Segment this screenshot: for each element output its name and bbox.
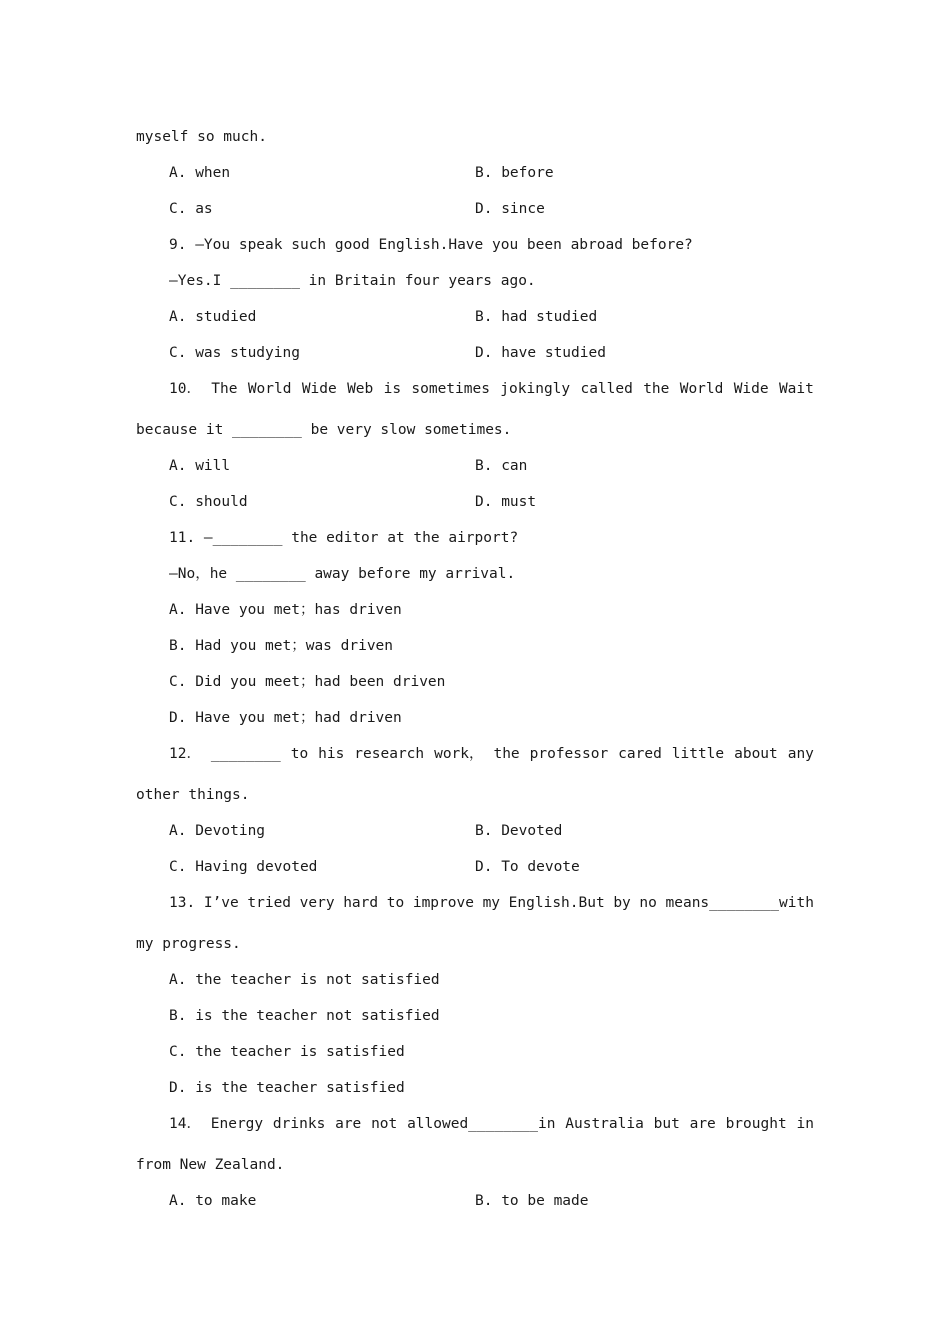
question-14-line-2: from New Zealand. [136, 1157, 285, 1173]
question-10-line-1 [169, 379, 814, 399]
question-10-line-2: because it ________ be very slow sometimes. [136, 422, 512, 438]
option-a: A. Have you met；has driven [169, 602, 402, 618]
option-b: B. Devoted [475, 823, 563, 839]
option-a: A. Devoting [169, 823, 266, 839]
question-11-prompt: 11. —________ the editor at the airport? [169, 530, 519, 546]
word: cared [618, 746, 662, 762]
option-a: A. to make [169, 1193, 257, 1209]
option-c: C. Having devoted [169, 859, 318, 875]
word: jokingly [500, 381, 571, 397]
word: not [371, 1116, 398, 1132]
word: the [493, 746, 520, 762]
word: Web [347, 381, 374, 397]
question-9-prompt: 9. —You speak such good English.Have you been abroad before? [169, 237, 693, 253]
word: sometimes [411, 381, 490, 397]
question-12-line-1 [169, 744, 814, 764]
word: ________ [210, 746, 281, 762]
word: is [383, 381, 402, 397]
option-b: B. had studied [475, 309, 598, 325]
option-b: B. can [475, 458, 528, 474]
word: Wide [733, 381, 769, 397]
word: improve [412, 895, 474, 911]
word: no [639, 895, 657, 911]
word: to [290, 746, 309, 762]
option-c: C. Did you meet；had been driven [169, 674, 446, 690]
word: his [318, 746, 345, 762]
option-b: B. Had you met；was driven [169, 638, 394, 654]
option-a: A. will [169, 458, 231, 474]
question-12-line-2: other things. [136, 787, 250, 803]
word: work， [434, 746, 484, 762]
word: about [734, 746, 778, 762]
word: tried [247, 895, 292, 911]
question-14-line-1 [169, 1114, 814, 1134]
word: The [211, 381, 238, 397]
word: my [482, 895, 501, 911]
option-b: B. before [475, 165, 554, 181]
question-11-reply: —No，he ________ away before my arrival. [169, 566, 516, 582]
word: hard [343, 895, 379, 911]
question-13-line-1 [169, 893, 814, 913]
option-c: C. the teacher is satisfied [169, 1044, 405, 1060]
word: brought [725, 1116, 787, 1132]
word: 13. [169, 895, 196, 911]
word: Wait [778, 381, 814, 397]
word: 14． [169, 1116, 201, 1132]
word: English.But [508, 895, 605, 911]
word: little [671, 746, 725, 762]
option-b: B. to be made [475, 1193, 589, 1209]
word: research [354, 746, 425, 762]
word: called [580, 381, 633, 397]
option-a: A. when [169, 165, 231, 181]
option-c: C. should [169, 494, 248, 510]
word: to [386, 895, 405, 911]
word: I’ve [203, 895, 239, 911]
option-d: D. since [475, 201, 545, 217]
word: drinks [272, 1116, 326, 1132]
word: professor [529, 746, 609, 762]
word: 12． [169, 746, 201, 762]
option-a: A. studied [169, 309, 257, 325]
word: any [787, 746, 814, 762]
word: are [689, 1116, 716, 1132]
word: Wide [301, 381, 337, 397]
word: World [679, 381, 724, 397]
word: but [653, 1116, 680, 1132]
word: Australia [565, 1116, 644, 1132]
word: Energy [210, 1116, 264, 1132]
question-9-reply: —Yes.I ________ in Britain four years ago. [169, 273, 536, 289]
option-c: C. was studying [169, 345, 300, 361]
word: are [335, 1116, 362, 1132]
option-a: A. the teacher is not satisfied [169, 972, 440, 988]
text-line: myself so much. [136, 129, 267, 145]
option-d: D. have studied [475, 345, 606, 361]
word: 10． [169, 381, 201, 397]
option-c: C. as [169, 201, 213, 217]
word: allowed________in [407, 1116, 556, 1132]
option-d: D. must [475, 494, 537, 510]
option-b: B. is the teacher not satisfied [169, 1008, 440, 1024]
question-13-line-2: my progress. [136, 936, 241, 952]
option-d: D. To devote [475, 859, 580, 875]
word: World [247, 381, 292, 397]
option-d: D. is the teacher satisfied [169, 1080, 405, 1096]
word: means________with [665, 895, 814, 911]
word: very [299, 895, 335, 911]
word: in [796, 1116, 814, 1132]
option-d: D. Have you met；had driven [169, 710, 402, 726]
word: by [613, 895, 631, 911]
word: the [643, 381, 670, 397]
